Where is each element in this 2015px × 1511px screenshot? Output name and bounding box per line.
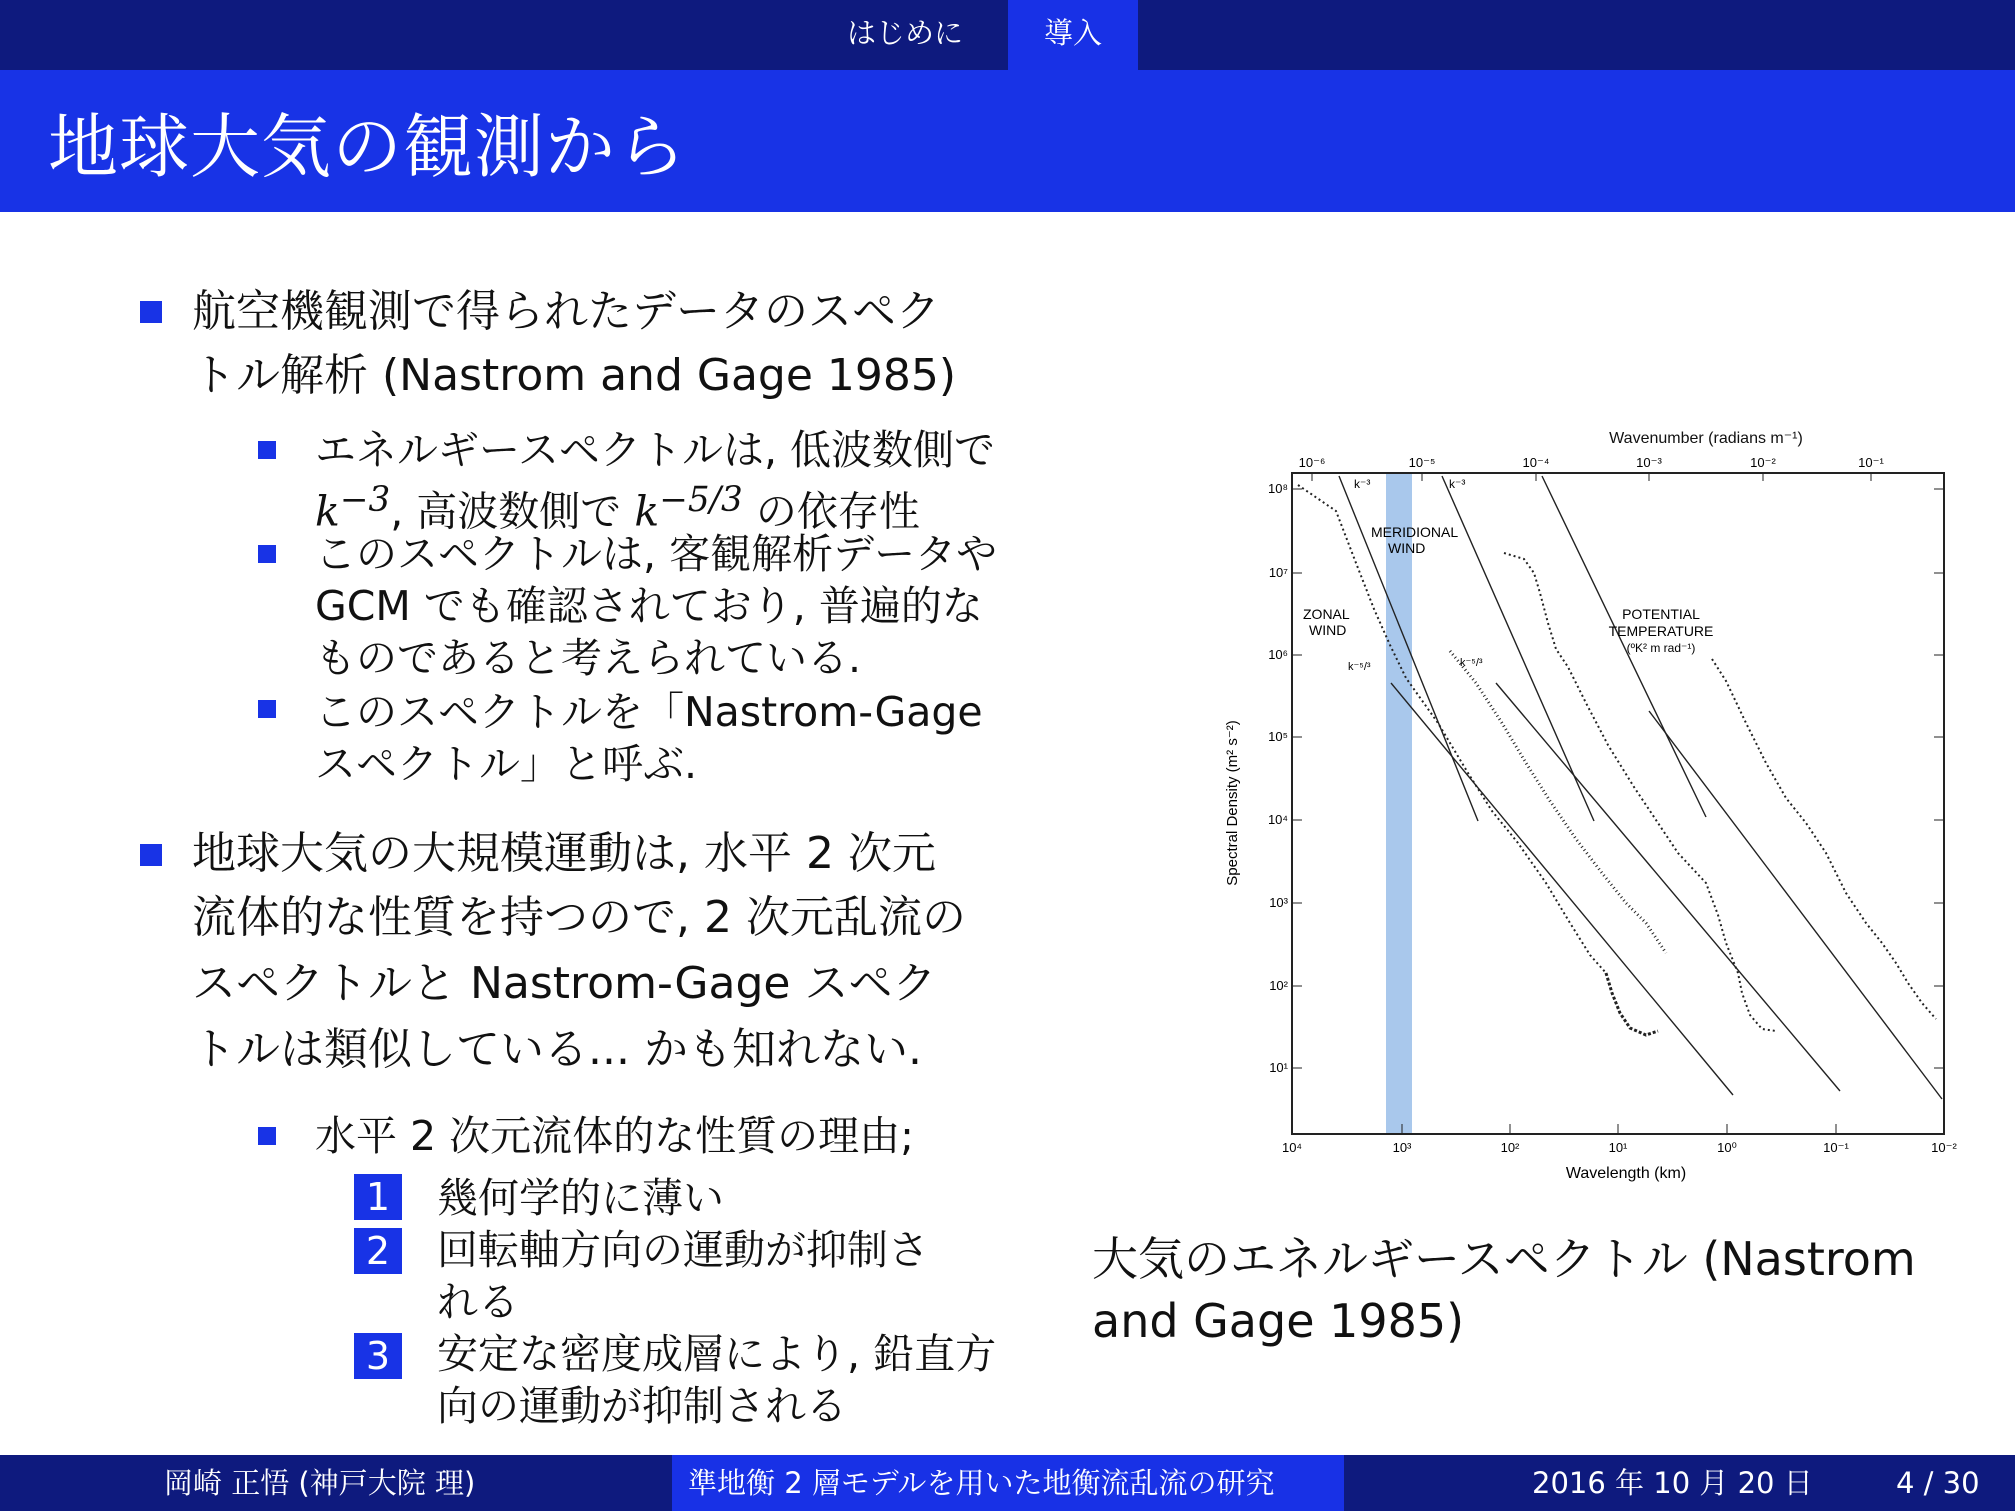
y-tick-label: 10³ — [1269, 895, 1288, 910]
sub-bullet-marker — [258, 700, 276, 718]
bullet-1-line-2: トル解析 (Nastrom and Gage 1985) — [192, 350, 957, 401]
zonal-label: ZONAL — [1303, 606, 1350, 622]
top-tick-label: 10⁻² — [1750, 455, 1776, 470]
enum-number-3: 3 — [354, 1333, 402, 1379]
top-tick-label: 10⁻³ — [1636, 455, 1662, 470]
y-tick-label: 10² — [1269, 978, 1288, 993]
sub-bullet-marker — [258, 545, 276, 563]
bullet-1-line-1: 航空機観測で得られたデータのスペク — [192, 286, 940, 337]
figure-background — [1206, 423, 1986, 1203]
bottom-tick-label: 10⁻² — [1931, 1140, 1957, 1155]
top-tick-label: 10⁻¹ — [1858, 455, 1884, 470]
zonal-wind-label: WIND — [1309, 622, 1347, 638]
slope-label-k53-left: k⁻⁵/³ — [1348, 661, 1371, 673]
sub-bullet-4-line-1: 水平 2 次元流体的な性質の理由; — [315, 1112, 914, 1160]
bottom-tick-label: 10¹ — [1608, 1140, 1628, 1155]
sub-bullet-2-line-1: このスペクトルは, 客観解析データや — [315, 530, 998, 578]
math-exponent-high: −5/3 — [659, 480, 743, 520]
figure-caption-line-2: and Gage 1985) — [1092, 1294, 1465, 1348]
enum-item-2-line-1: 回転軸方向の運動が抑制さ — [437, 1226, 929, 1274]
bullet-2-line-4: トルは類似している... かも知れない. — [192, 1024, 922, 1075]
top-navigation-bar — [0, 0, 2015, 70]
bullet-2-line-3: スペクトルと Nastrom-Gage スペク — [192, 958, 937, 1009]
bottom-tick-label: 10³ — [1392, 1140, 1412, 1155]
bottom-axis-label: Wavelength (km) — [1565, 1165, 1687, 1182]
sub-bullet-2-line-3: ものであると考えられている. — [315, 634, 862, 682]
figure-caption-line-1: 大気のエネルギースペクトル (Nastrom — [1092, 1232, 1916, 1286]
bullet-2-line-1: 地球大気の大規模運動は, 水平 2 次元 — [192, 828, 936, 879]
sub-bullet-marker — [258, 1127, 276, 1145]
temperature-label: TEMPERATURE — [1608, 623, 1714, 639]
sub-bullet-1-line-1: エネルギースペクトルは, 低波数側で — [315, 426, 996, 474]
nav-subsection[interactable]: 導入 — [1008, 0, 1138, 70]
meridional-wind-label: WIND — [1388, 540, 1426, 556]
energy-spectrum-figure — [1206, 423, 1986, 1203]
footer-bar — [0, 1455, 2015, 1511]
math-k: k — [315, 487, 340, 536]
title-bar — [0, 70, 2015, 212]
sub-bullet-2-line-2: GCM でも確認されており, 普遍的な — [315, 582, 983, 630]
y-axis-label: Spectral Density (m² s⁻²) — [1224, 720, 1241, 886]
enum-item-3-line-2: 向の運動が抑制される — [437, 1382, 847, 1430]
math-exponent-low: −3 — [339, 480, 391, 520]
sub-bullet-3-line-1: このスペクトルを「Nastrom-Gage — [315, 688, 983, 736]
bottom-tick-label: 10² — [1500, 1140, 1520, 1155]
y-tick-label: 10⁶ — [1268, 647, 1288, 662]
meridional-label: MERIDIONAL — [1371, 524, 1459, 540]
potential-label: POTENTIAL — [1622, 606, 1700, 622]
sub-bullet-1-end: の依存性 — [742, 487, 920, 536]
meridional-wind-highlight-band — [1386, 473, 1412, 1134]
nav-section[interactable]: はじめに — [847, 16, 964, 50]
bullet-marker — [140, 301, 162, 323]
footer-date: 2016 年 10 月 20 日 — [1532, 1466, 1813, 1500]
top-tick-label: 10⁻⁶ — [1298, 455, 1326, 470]
y-tick-label: 10⁸ — [1268, 481, 1288, 496]
figure-caption — [1092, 1228, 1916, 1352]
bullet-marker — [140, 844, 162, 866]
sub-bullet-3-line-2: スペクトル」と呼ぶ. — [315, 740, 698, 788]
bottom-tick-label: 10⁴ — [1281, 1140, 1303, 1155]
footer-author: 岡崎 正悟 (神戸大院 理) — [164, 1466, 476, 1500]
y-tick-label: 10¹ — [1269, 1060, 1288, 1075]
math-k-2: k — [634, 487, 660, 536]
bottom-tick-label: 10⁰ — [1717, 1140, 1737, 1155]
bottom-tick-label: 10⁻¹ — [1823, 1140, 1849, 1155]
top-tick-label: 10⁻⁴ — [1522, 455, 1550, 470]
slope-label-k3-right: k⁻³ — [1449, 477, 1466, 491]
y-tick-label: 10⁵ — [1268, 729, 1288, 744]
enum-number-2: 2 — [354, 1228, 402, 1274]
top-tick-label: 10⁻⁵ — [1408, 455, 1436, 470]
enum-item-3-line-1: 安定な密度成層により, 鉛直方 — [437, 1330, 997, 1378]
sub-bullet-marker — [258, 441, 276, 459]
slope-label-k3-left: k⁻³ — [1354, 477, 1371, 491]
enum-number-1: 1 — [354, 1174, 402, 1220]
y-tick-label: 10⁴ — [1267, 812, 1288, 827]
enum-item-1-line-1: 幾何学的に薄い — [437, 1174, 724, 1222]
footer-page-number: 4 / 30 — [1896, 1466, 1980, 1500]
footer-title: 準地衡 2 層モデルを用いた地衡流乱流の研究 — [688, 1466, 1275, 1500]
y-tick-label: 10⁷ — [1268, 565, 1288, 580]
slope-label-k53-right: k⁻⁵/³ — [1460, 657, 1483, 669]
top-axis-label: Wavenumber (radians m⁻¹) — [1609, 430, 1803, 447]
units-label: (ºK² m rad⁻¹) — [1626, 641, 1696, 655]
enum-item-2-line-2: れる — [437, 1278, 519, 1326]
sub-bullet-1-mid: , 高波数側で — [390, 487, 622, 536]
slide-title: 地球大気の観測から — [48, 106, 687, 188]
bullet-2-line-2: 流体的な性質を持つので, 2 次元乱流の — [192, 892, 966, 943]
